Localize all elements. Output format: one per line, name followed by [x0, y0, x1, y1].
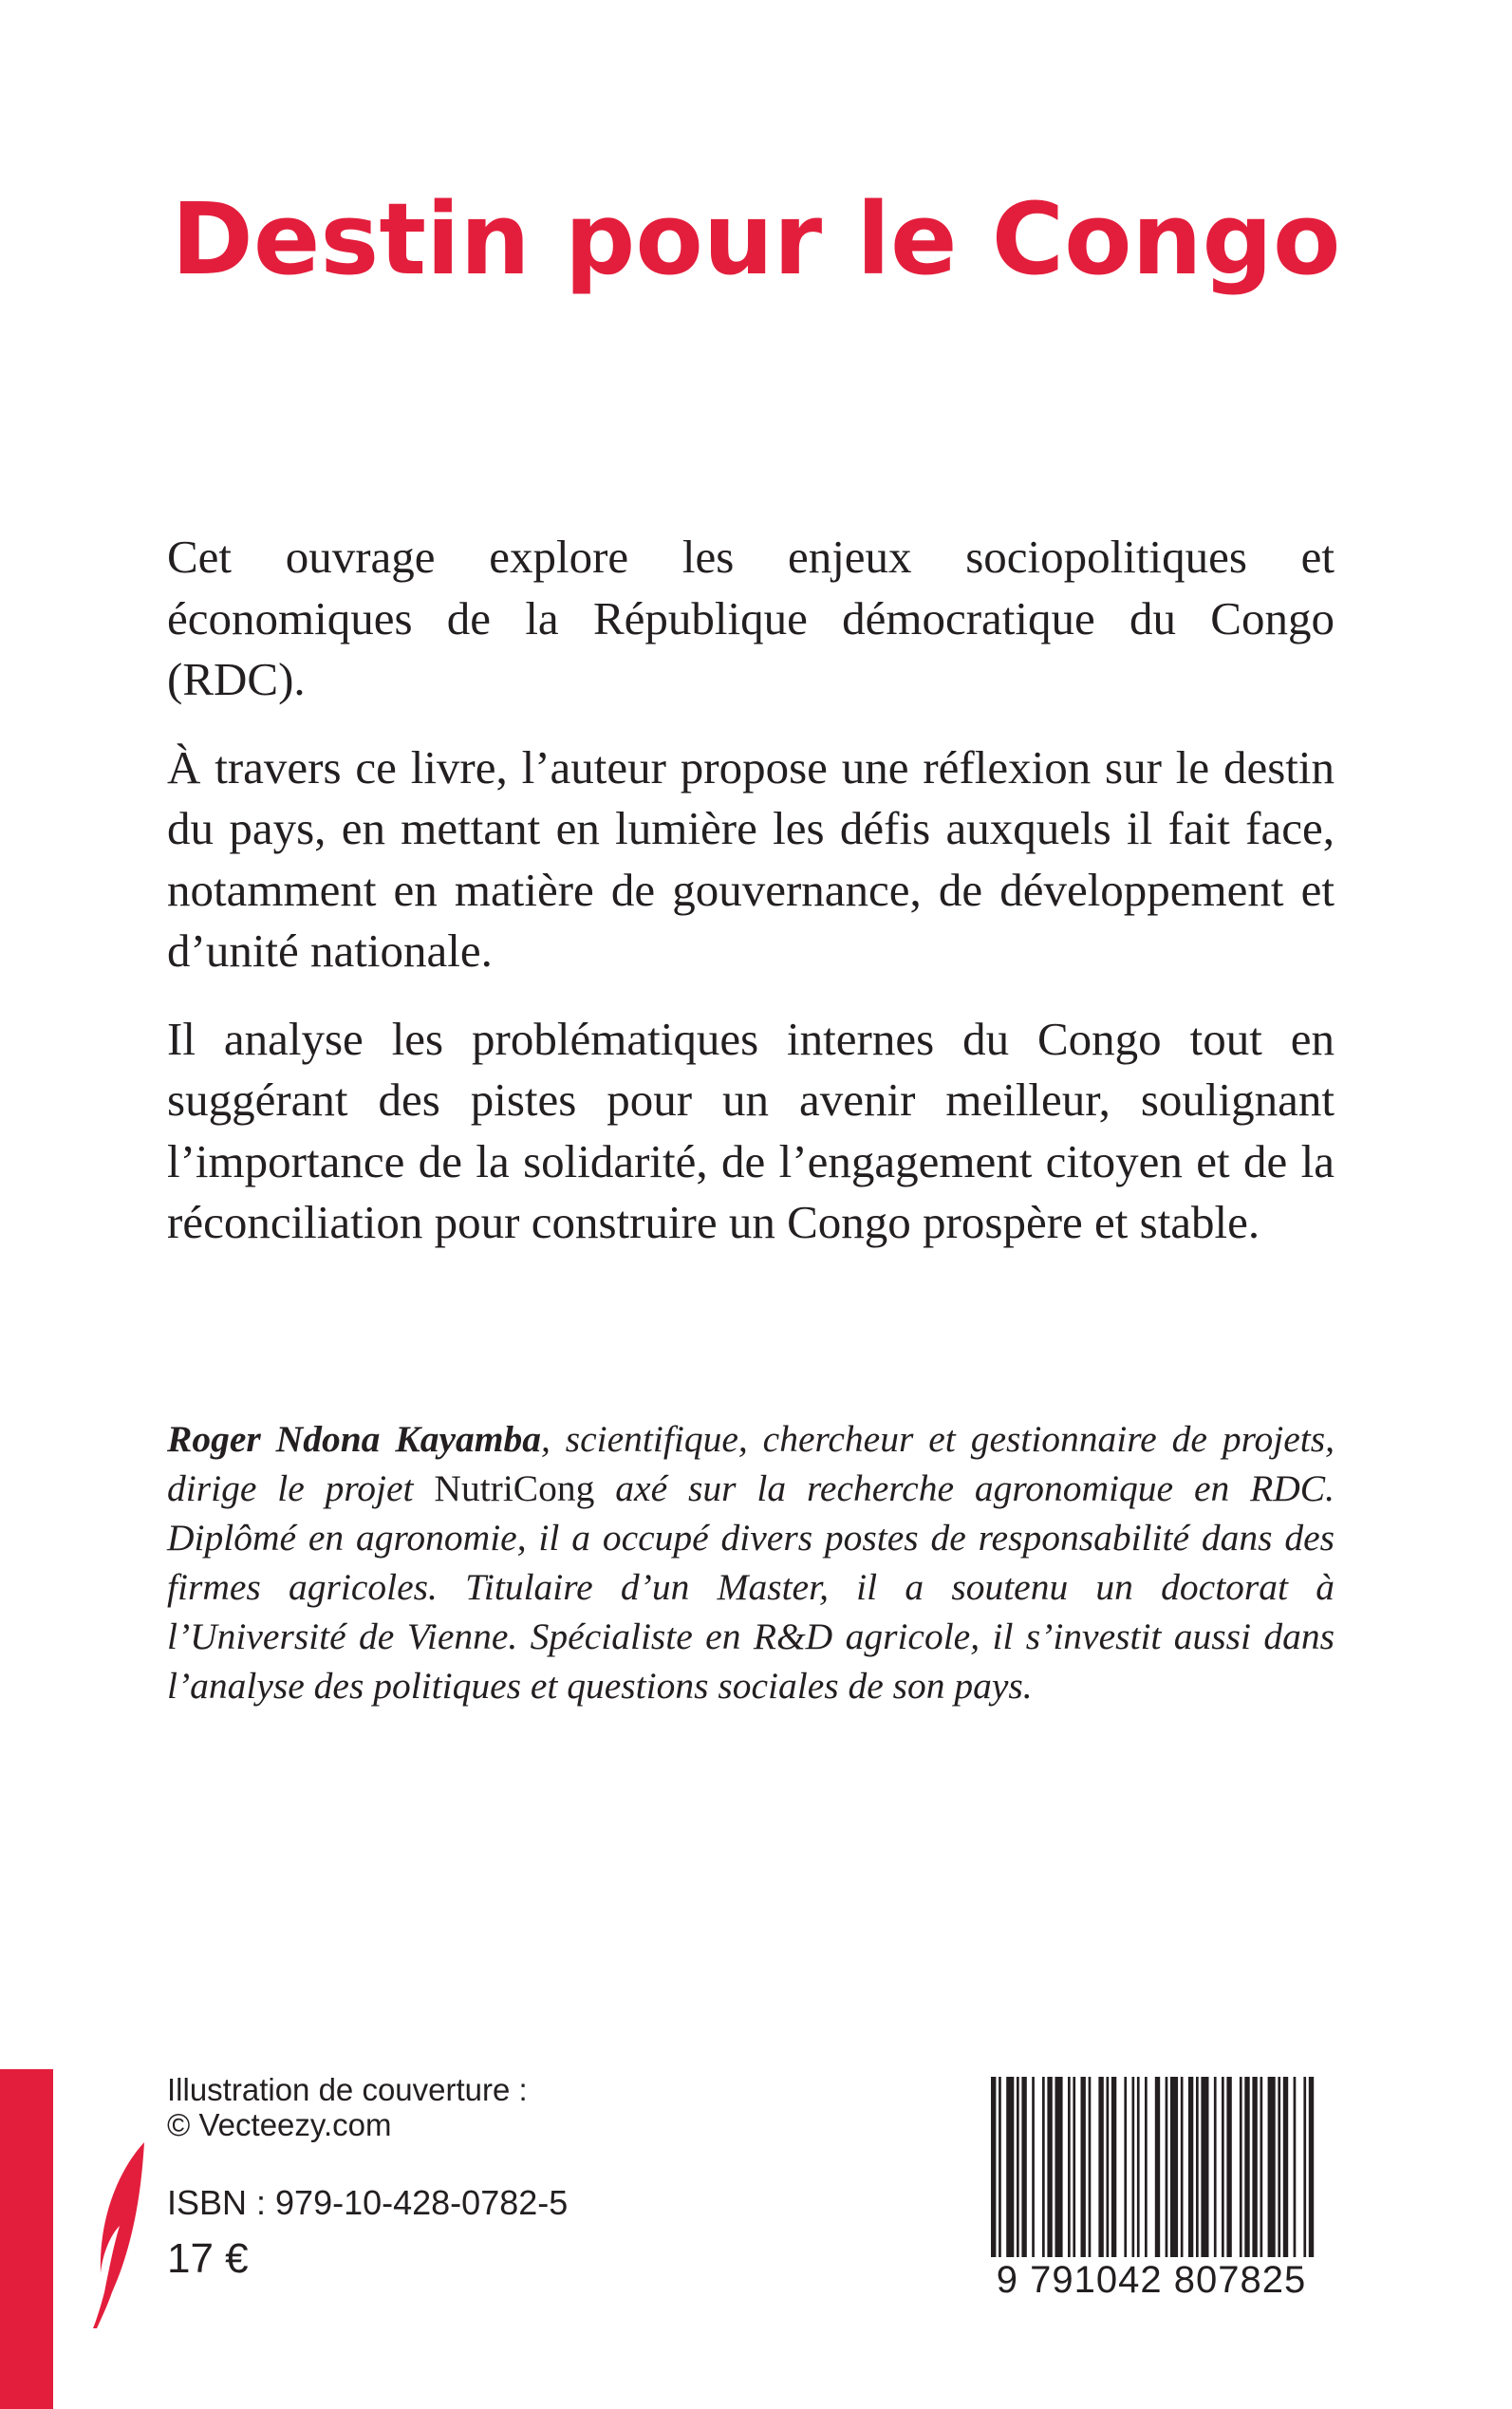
credits-line-2: © Vecteezy.com	[167, 2107, 392, 2142]
barcode-number: 9 791042 807825	[996, 2259, 1307, 2301]
book-title: Destin pour le Congo	[171, 181, 1341, 297]
bio-text-2: axé sur la recherche agronomique en RDC. Diplômé en agronomie, il a occupé divers postes de responsabilité dans des firmes agricoles. Titulaire d’un Master, il a soutenu un doctorat à l’Université de Vienne. Spécialiste en R&D agricole, il s’investit aussi dans l’analyse des politiques et questions sociales de son pays.	[167, 1467, 1335, 1707]
summary-paragraph-3: Il analyse les problématiques internes du Congo tout en suggérant des pistes pour un avenir meilleur, soulignant l’importance de la solidarité, de l’engagement citoyen et de la réconciliation pour construire un Congo prospère et stable.	[167, 1012, 1335, 1248]
price: 17 €	[167, 2235, 249, 2282]
bio-project: NutriCong	[434, 1467, 595, 1509]
feather-logo-icon	[91, 2140, 148, 2330]
summary	[167, 527, 1335, 1280]
isbn: ISBN : 979-10-428-0782-5	[167, 2183, 569, 2222]
author-bio	[167, 1414, 1335, 1710]
red-side-bar	[0, 2069, 53, 2409]
author-name: Roger Ndona Kayamba	[167, 1418, 541, 1460]
summary-paragraph-1: Cet ouvrage explore les enjeux sociopolitiques et économiques de la République démocratique du Congo (RDC).	[167, 531, 1335, 705]
summary-paragraph-2: À travers ce livre, l’auteur propose une réflexion sur le destin du pays, en mettant en lumière les défis auxquels il fait face, notamment en matière de gouvernance, de développement et d’unité nationale.	[167, 740, 1335, 977]
credits-line-1: Illustration de couverture :	[167, 2072, 528, 2107]
bio-text-1: , scientifique, chercheur et gestionnaire de projets, dirige le projet	[167, 1418, 1335, 1509]
cover-credits	[167, 2072, 528, 2142]
